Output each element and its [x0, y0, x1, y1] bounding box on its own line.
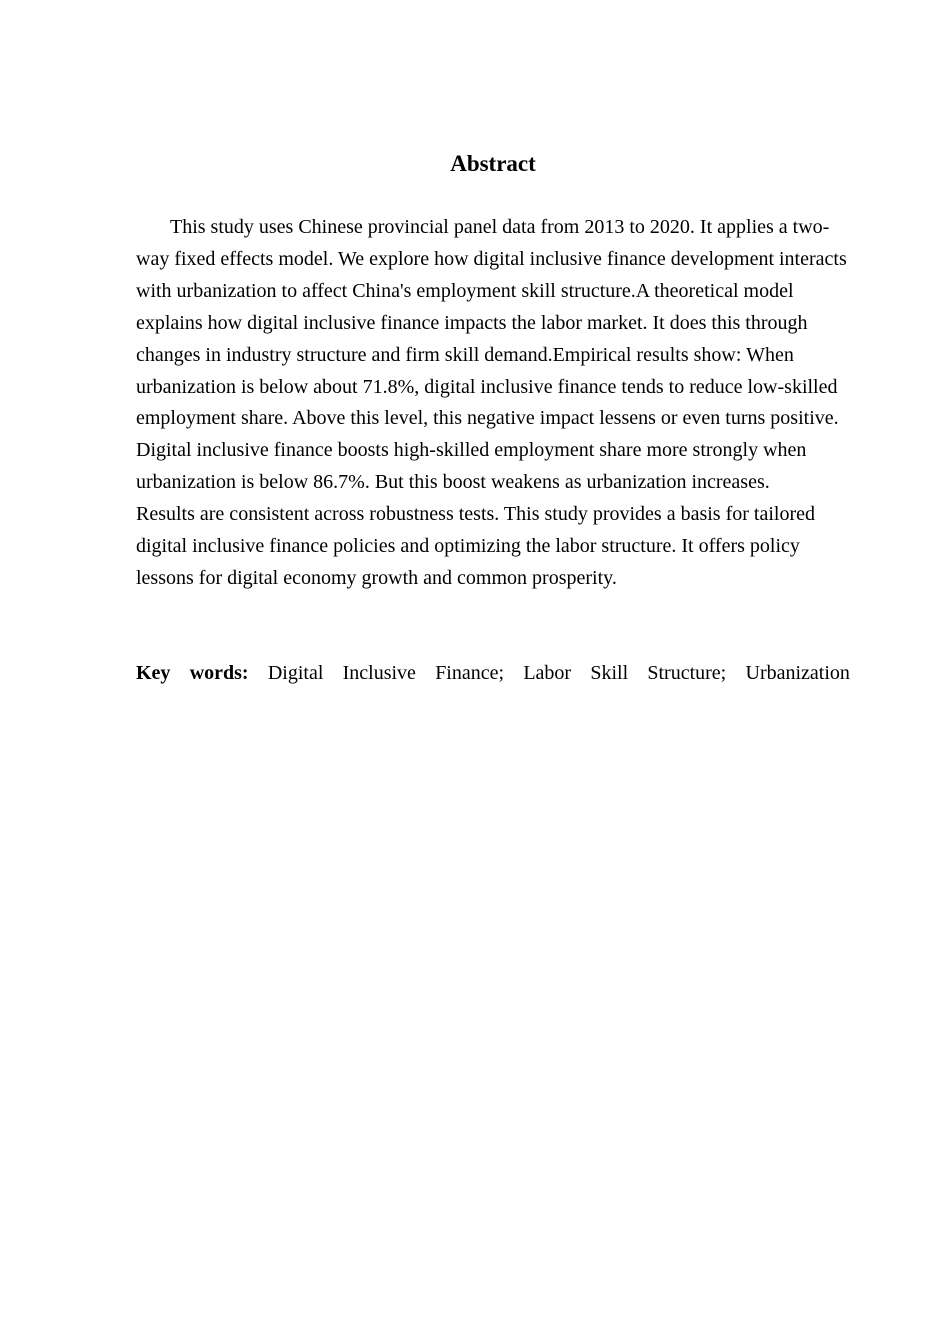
keywords-label-key: Key [136, 662, 171, 684]
abstract-body [136, 212, 850, 595]
keywords-line [136, 658, 850, 690]
keyword-term: Urbanization [745, 662, 850, 684]
keyword-term: Structure; [647, 662, 727, 684]
abstract-paragraph-1: This study uses Chinese provincial panel data from 2013 to 2020. It applies a two-way fixed effects model. We explore how digital inclusive finance development interacts with urbanization to affect China's employment skill structure.A theoretical model explains how digital inclusive finance impacts the labor market. It does this through changes in industry structure and firm skill demand.Empirical results show: When urbanization is below about 71.8%, digital inclusive finance tends to reduce low-skilled employment share. Above this level, this negative impact lessens or even turns positive. Digital inclusive finance boosts high-skilled employment share more strongly when urbanization is below 86.7%. But this boost weakens as urbanization increases. [136, 216, 847, 494]
abstract-title: Abstract [450, 151, 536, 176]
abstract-paragraph-2: Results are consistent across robustness tests. This study provides a basis for tailored digital inclusive finance policies and optimizing the labor structure. It offers policy lessons for digital economy growth and common prosperity. [136, 503, 815, 589]
keyword-term: Finance; [435, 662, 505, 684]
keyword-term: Skill [590, 662, 629, 684]
keyword-term: Digital [267, 662, 324, 684]
keyword-term: Labor [523, 662, 572, 684]
keywords-label-words: words: [189, 662, 249, 684]
keyword-term: Inclusive [342, 662, 416, 684]
